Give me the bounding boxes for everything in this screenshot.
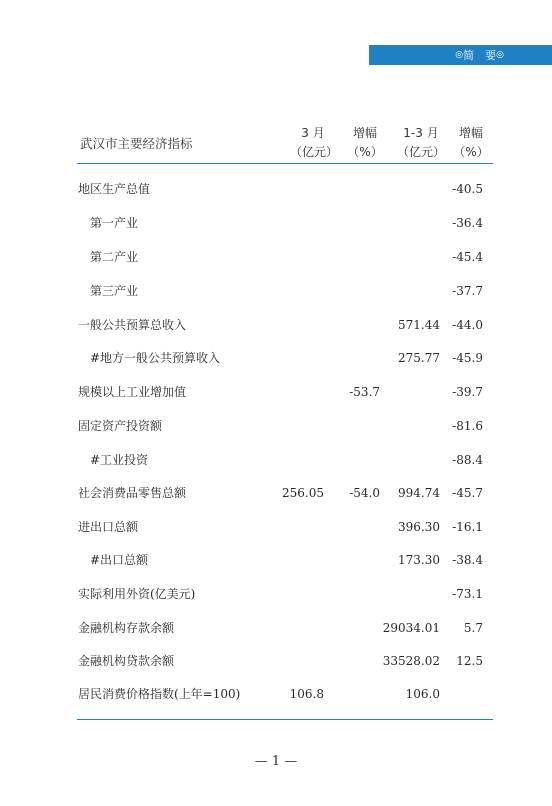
table-row [0,550,552,570]
cell-growth-jan-mar: -45.7 [452,486,483,500]
table-row [0,684,552,704]
row-label: 金融机构存款余额 [78,621,175,635]
column-header-line1: 3 月 [301,126,325,140]
cell-growth-jan-mar: -37.7 [452,284,483,298]
row-label: 第三产业 [90,284,139,298]
section-tab-label: 简 要 [463,49,497,62]
row-label: 固定资产投资额 [78,419,163,433]
column-header-march [290,124,339,162]
table-row [0,651,552,671]
column-header-line2: （%） [347,145,383,159]
row-label: #出口总额 [90,553,149,567]
row-label: 金融机构贷款余额 [78,654,175,668]
row-label: 实际利用外资(亿美元) [78,587,196,601]
row-label: 进出口总额 [78,520,139,534]
cell-growth-jan-mar: -44.0 [452,318,483,332]
cell-growth-jan-mar: -40.5 [452,182,483,196]
row-label: 第二产业 [90,250,139,264]
table-row [0,584,552,604]
cell-jan-mar: 106.0 [405,687,440,701]
footer-rule [77,719,493,720]
cell-growth-jan-mar: -45.9 [452,351,483,365]
column-header-jan-mar [396,124,446,162]
table-row [0,416,552,436]
column-header-line2: （%） [453,145,489,159]
row-label: 第一产业 [90,216,139,230]
cell-growth-jan-mar: -73.1 [452,587,483,601]
row-label: #地方一般公共预算收入 [90,351,221,365]
cell-growth-jan-mar: -16.1 [452,520,483,534]
column-header-line2: （亿元） [290,145,339,159]
table-row [0,450,552,470]
cell-march: 256.05 [282,486,324,500]
column-header-line2: （亿元） [396,145,445,159]
cell-jan-mar: 396.30 [398,520,440,534]
table-row [0,281,552,301]
row-label: 地区生产总值 [78,182,151,196]
table-row [0,483,552,503]
table-title: 武汉市主要经济指标 [80,136,193,151]
cell-jan-mar: 275.77 [398,351,440,365]
row-label: 一般公共预算总收入 [78,318,187,332]
cell-growth-jan-mar: 12.5 [456,654,483,668]
table-row [0,315,552,335]
cell-jan-mar: 994.74 [398,486,440,500]
table-row [0,618,552,638]
table-row [0,213,552,233]
table-row [0,247,552,267]
circle-mark-icon: ◎ [455,50,464,60]
row-label: #工业投资 [90,453,149,467]
cell-growth-jan-mar: 5.7 [463,621,483,635]
cell-growth-jan-mar: -39.7 [452,385,483,399]
column-header-line1: 增幅 [458,126,483,140]
column-header-line1: 增幅 [352,126,377,140]
cell-growth-jan-mar: -45.4 [452,250,483,264]
section-tab [369,45,552,65]
column-header-growth-jan-mar [450,124,492,162]
cell-growth-jan-mar: -38.4 [452,553,483,567]
table-row [0,382,552,402]
header-rule [77,163,493,164]
page-number: — 1 — [254,754,298,769]
table-row [0,517,552,537]
table-row [0,348,552,368]
cell-growth-jan-mar: -81.6 [452,419,483,433]
column-header-line1: 1-3 月 [403,126,439,140]
cell-growth-jan-mar: -88.4 [452,453,483,467]
cell-growth-march: -53.7 [349,385,380,399]
row-label: 规模以上工业增加值 [78,385,187,399]
cell-jan-mar: 173.30 [398,553,440,567]
table-row [0,179,552,199]
cell-growth-march: -54.0 [349,486,380,500]
cell-march: 106.8 [289,687,324,701]
cell-jan-mar: 29034.01 [382,621,440,635]
column-header-growth-march [342,124,388,162]
row-label: 居民消费价格指数(上年=100) [78,687,241,701]
cell-growth-jan-mar: -36.4 [452,216,483,230]
cell-jan-mar: 33528.02 [382,654,440,668]
circle-mark-icon: ◎ [496,50,504,60]
row-label: 社会消费品零售总额 [78,486,187,500]
cell-jan-mar: 571.44 [398,318,440,332]
